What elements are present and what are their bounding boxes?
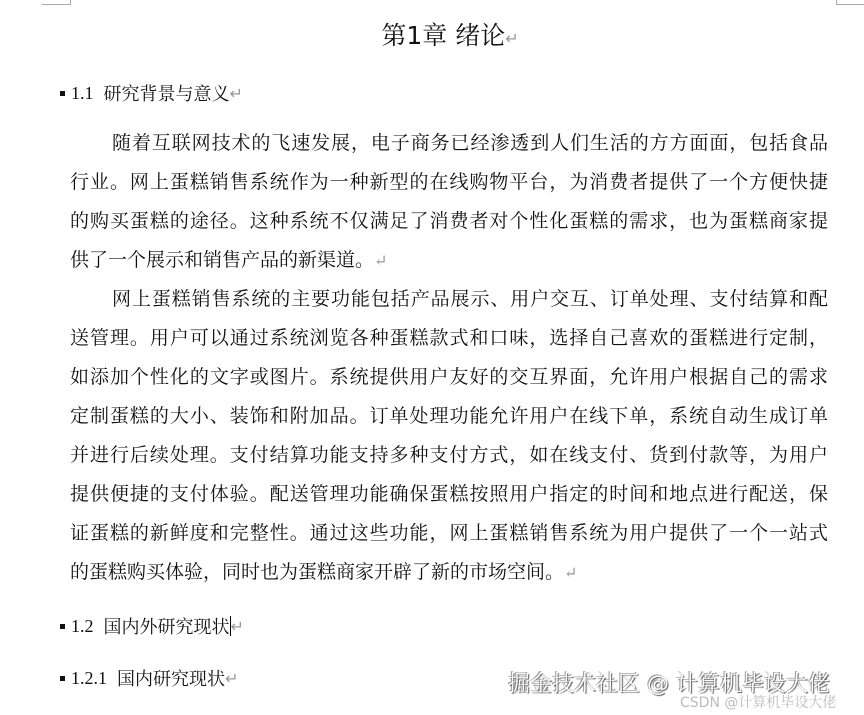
crop-mark-left: [42, 0, 71, 5]
paragraph-mark-icon: ↵: [505, 29, 519, 48]
bullet-icon: [60, 624, 65, 629]
chapter-title: 第1章 绪论↵: [381, 21, 519, 50]
section-heading-1-1[interactable]: 1.1 研究背景与意义 ↵: [60, 80, 243, 106]
text-line: 送管理。用户可以通过系统浏览各种蛋糕款式和口味，选择自己喜欢的蛋糕进行定制，: [70, 327, 828, 349]
paragraph-1[interactable]: [70, 124, 828, 280]
bullet-icon: [60, 91, 65, 96]
section-heading-1-2-1[interactable]: 1.2.1 国内研究现状 ↵: [60, 665, 238, 691]
paragraph-mark-icon: ↵: [225, 668, 239, 688]
text-line: 证蛋糕的新鲜度和完整性。通过这些功能，网上蛋糕销售系统为用户提供了一个一站式: [70, 522, 828, 544]
text-line: 行业。网上蛋糕销售系统作为一种新型的在线购物平台，为消费者提供了一个方便快捷: [70, 171, 828, 193]
watermark-csdn: CSDN @计算机毕设大佬: [680, 695, 837, 711]
text-line: 供了一个展示和销售产品的新渠道。↵: [70, 249, 388, 271]
paragraph-mark-icon: ↵: [564, 563, 578, 582]
crop-mark-right: [836, 0, 864, 5]
bullet-icon: [60, 676, 65, 681]
text-line: 定制蛋糕的大小、装饰和附加品。订单处理功能允许用户在线下单，系统自动生成订单: [70, 405, 828, 427]
text-line: 提供便捷的支付体验。配送管理功能确保蛋糕按照用户指定的时间和地点进行配送，保: [70, 483, 828, 505]
text-line: 并进行后续处理。支付结算功能支持多种支付方式，如在线支付、货到付款等，为用户: [70, 444, 828, 466]
text-line: 的购买蛋糕的途径。这种系统不仅满足了消费者对个性化蛋糕的需求，也为蛋糕商家提: [70, 210, 828, 232]
paragraph-mark-icon: ↵: [230, 616, 244, 636]
text-line: 随着互联网技术的飞速发展，电子商务已经渗透到人们生活的方方面面，包括食品: [112, 132, 828, 154]
paragraph-2[interactable]: [70, 280, 828, 592]
text-line: 的蛋糕购买体验，同时也为蛋糕商家开辟了新的市场空间。↵: [70, 561, 578, 583]
paragraph-mark-icon: ↵: [374, 251, 388, 270]
watermark: 掘金技术社区 @ 计算机毕设大佬: [508, 672, 830, 697]
section-heading-1-2[interactable]: 1.2 国内外研究现状 ↵: [60, 613, 244, 639]
paragraph-mark-icon: ↵: [229, 83, 243, 103]
text-line: 网上蛋糕销售系统的主要功能包括产品展示、用户交互、订单处理、支付结算和配: [112, 288, 828, 310]
text-line: 如添加个性化的文字或图片。系统提供用户友好的交互界面，允许用户根据自己的需求: [70, 366, 828, 388]
